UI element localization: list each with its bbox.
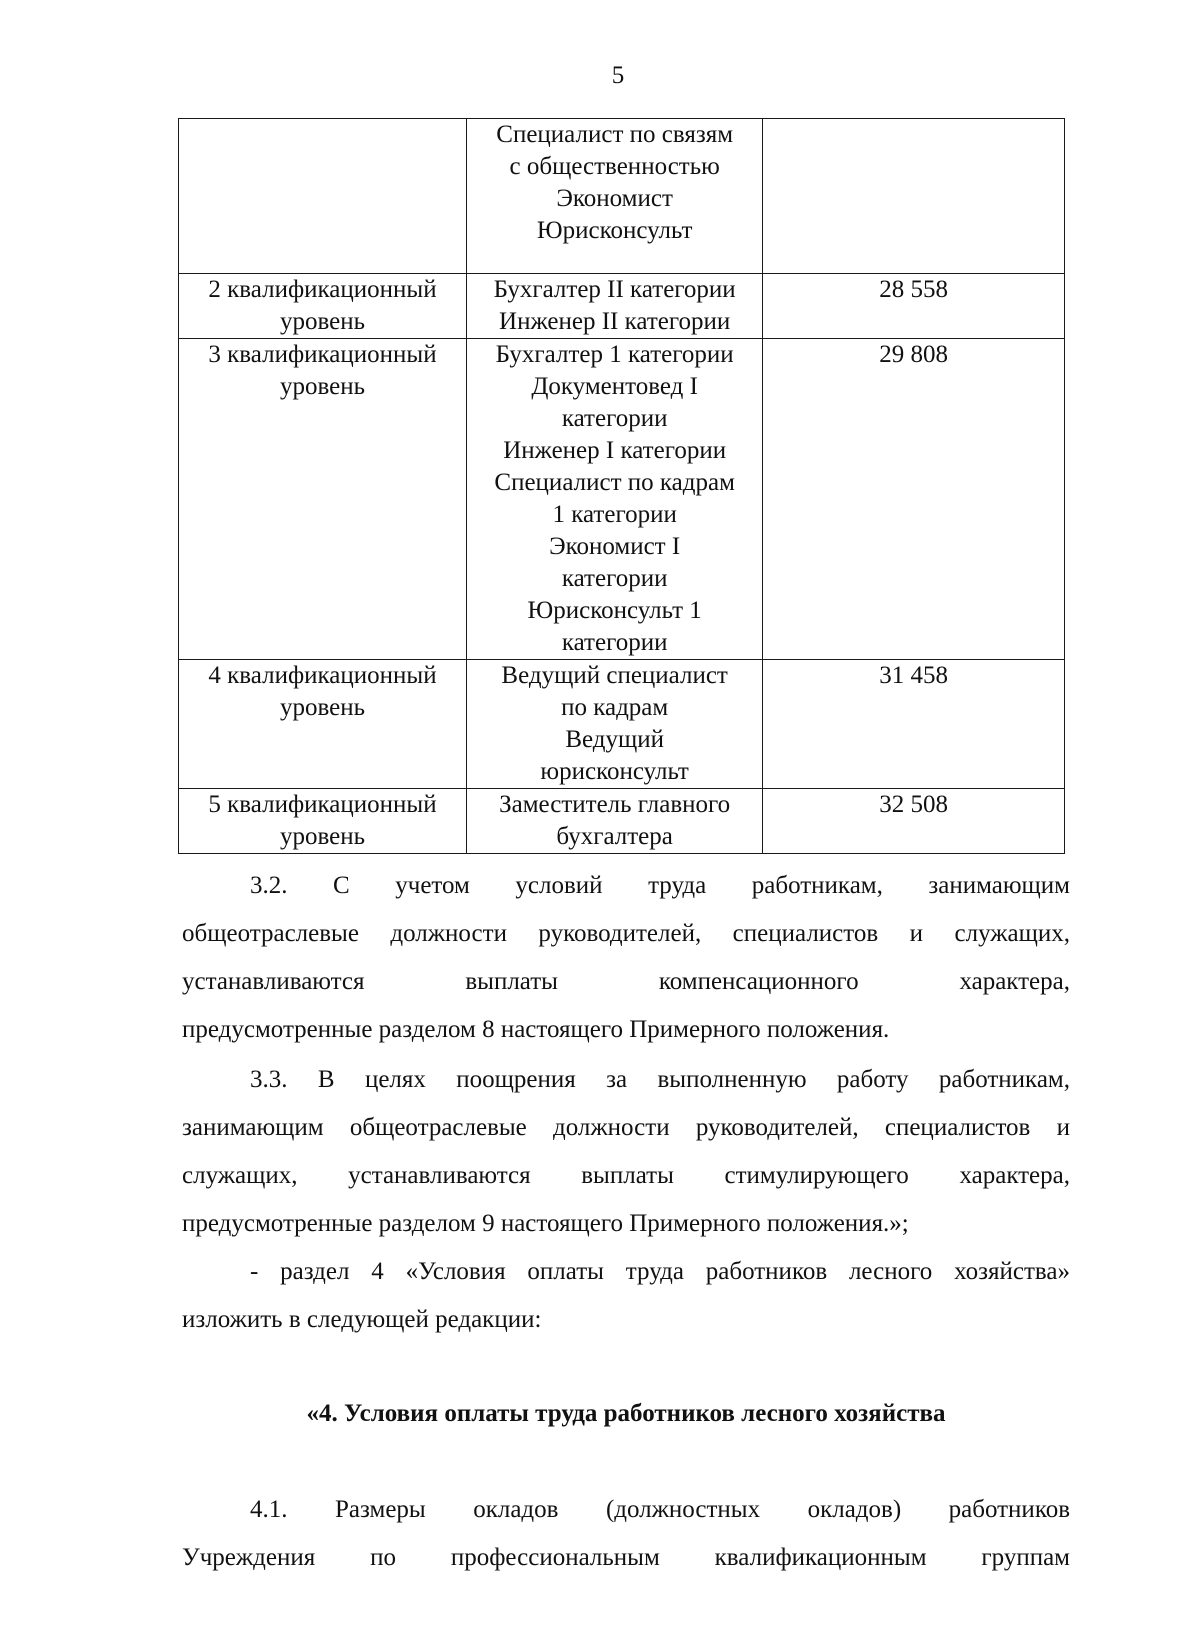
paragraph-line: общеотраслевые должности руководителей, специалистов и служащих, — [182, 920, 1070, 947]
position-text: Специалист по кадрам — [494, 469, 735, 496]
salary-table-body — [179, 119, 1065, 854]
qualification-level-text: 5 квалификационный — [208, 791, 437, 818]
qualification-level-cell — [179, 119, 467, 274]
position-text: Юрисконсульт 1 — [527, 597, 702, 624]
position-text: Юрисконсульт — [536, 217, 693, 244]
qualification-level-text: уровень — [279, 373, 366, 400]
positions-cell — [467, 789, 763, 854]
salary-cell — [763, 339, 1065, 660]
position-text: Экономист — [556, 185, 673, 212]
position-text: 1 категории — [552, 501, 677, 528]
position-text: категории — [561, 565, 668, 592]
qualification-level-text: 2 квалификационный — [208, 276, 437, 303]
position-text: Ведущий — [565, 726, 664, 753]
positions-cell — [467, 119, 763, 274]
paragraph-line: 4.1. Размеры окладов (должностных окладов) работников — [250, 1496, 1070, 1523]
qualification-level-text: 3 квалификационный — [208, 341, 437, 368]
salary-value: 31 458 — [879, 662, 949, 689]
position-text: Экономист I — [549, 533, 681, 560]
paragraph-3-3 — [182, 1056, 1070, 1248]
table-row — [179, 789, 1065, 854]
position-text: Специалист по связям — [496, 121, 734, 148]
position-text: Бухгалтер 1 категории — [495, 341, 734, 368]
position-text: Заместитель главного — [499, 791, 731, 818]
qualification-level-cell — [179, 660, 467, 789]
salary-table — [178, 118, 1065, 854]
positions-cell — [467, 339, 763, 660]
table-row — [179, 119, 1065, 274]
paragraph-line: предусмотренные разделом 9 настоящего Примерного положения.»; — [182, 1210, 909, 1237]
table-row — [179, 274, 1065, 339]
salary-cell — [763, 274, 1065, 339]
qualification-level-cell — [179, 274, 467, 339]
position-text: по кадрам — [561, 694, 669, 721]
paragraph-line: - раздел 4 «Условия оплаты труда работников лесного хозяйства» — [250, 1258, 1070, 1285]
position-text: бухгалтера — [556, 823, 673, 850]
position-text: категории — [561, 405, 668, 432]
salary-cell — [763, 660, 1065, 789]
table-row — [179, 660, 1065, 789]
qualification-level-text: уровень — [279, 308, 366, 335]
paragraph-3-2 — [182, 862, 1070, 1054]
table-row — [179, 339, 1065, 660]
position-text: Инженер II категории — [499, 308, 731, 335]
paragraph-line: Учреждения по профессиональным квалификационным группам — [182, 1544, 1070, 1571]
paragraph-line: 3.2. С учетом условий труда работникам, занимающим — [250, 872, 1070, 899]
salary-value: 32 508 — [879, 791, 949, 818]
salary-value: 28 558 — [879, 276, 949, 303]
positions-cell — [467, 274, 763, 339]
salary-value: 29 808 — [879, 341, 949, 368]
position-text: Бухгалтер II категории — [493, 276, 736, 303]
position-text: юрисконсульт — [540, 758, 689, 785]
paragraph-line: служащих, устанавливаются выплаты стимулирующего характера, — [182, 1162, 1070, 1189]
qualification-level-text: уровень — [279, 823, 366, 850]
positions-cell — [467, 660, 763, 789]
paragraph-line: 3.3. В целях поощрения за выполненную работу работникам, — [250, 1066, 1070, 1093]
paragraph-line: устанавливаются выплаты компенсационного характера, — [182, 968, 1070, 995]
paragraph-line: занимающим общеотраслевые должности руководителей, специалистов и — [182, 1114, 1070, 1141]
position-text: с общественностью — [509, 153, 720, 180]
qualification-level-cell — [179, 339, 467, 660]
qualification-level-text: 4 квалификационный — [208, 662, 437, 689]
position-text: Инженер I категории — [503, 437, 727, 464]
salary-cell — [763, 789, 1065, 854]
qualification-level-text: уровень — [279, 694, 366, 721]
section-4-note — [182, 1248, 1070, 1344]
section-4-heading: «4. Условия оплаты труда работников лесного хозяйства — [306, 1400, 946, 1427]
paragraph-4-1 — [182, 1486, 1070, 1582]
position-text: Ведущий специалист — [501, 662, 728, 689]
page-number: 5 — [611, 62, 625, 89]
position-text: Документовед I — [531, 373, 698, 400]
position-text: категории — [561, 629, 668, 656]
salary-cell — [763, 119, 1065, 274]
paragraph-line: предусмотренные разделом 8 настоящего Примерного положения. — [182, 1016, 890, 1043]
qualification-level-cell — [179, 789, 467, 854]
paragraph-line: изложить в следующей редакции: — [182, 1306, 542, 1333]
